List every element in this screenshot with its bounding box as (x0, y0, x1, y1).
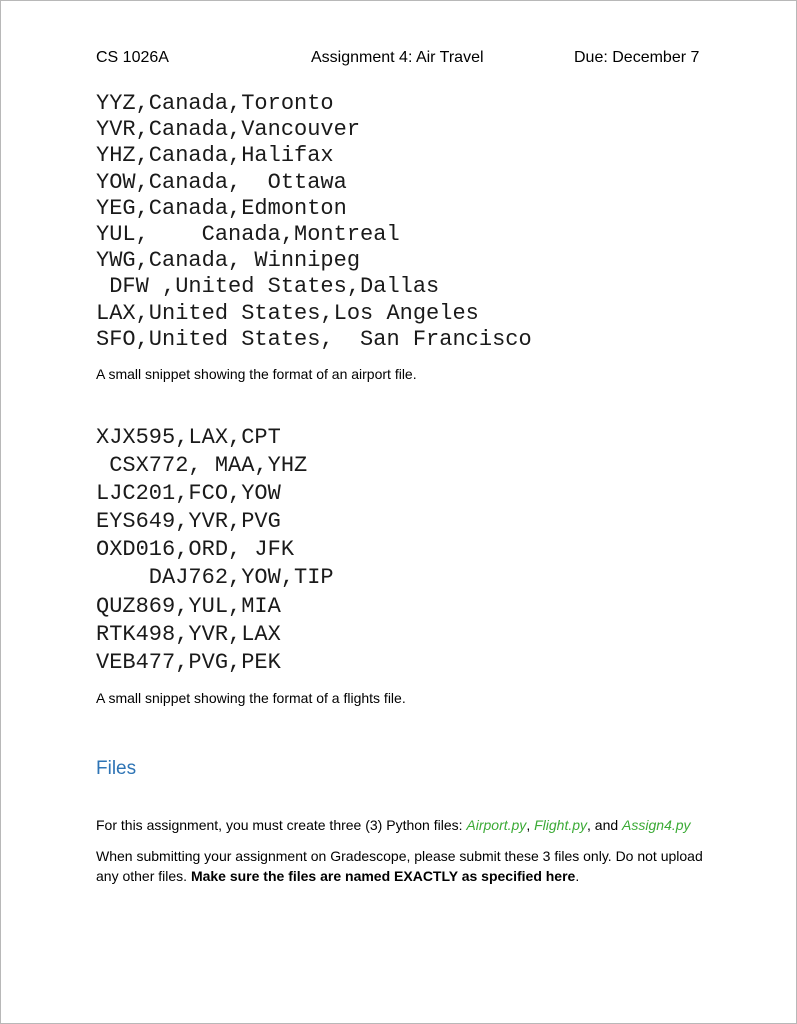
flight-line: LJC201,FCO,YOW (96, 481, 281, 507)
airports-code-snippet (96, 91, 532, 353)
airport-line: YYZ,Canada,Toronto (96, 91, 334, 116)
para2-text: When submitting your assignment on Gradescope, please submit these 3 files only. Do not upload any other files. (96, 848, 703, 884)
submission-instruction-paragraph (96, 846, 716, 886)
flight-line: RTK498,YVR,LAX (96, 621, 281, 647)
flight-line: XJX595,LAX,CPT (96, 425, 281, 450)
flight-line: QUZ869,YUL,MIA (96, 593, 281, 619)
airport-line: YUL, Canada,Montreal (96, 222, 400, 248)
airport-line: DFW ,United States,Dallas (96, 274, 440, 300)
airport-line: YEG,Canada,Edmonton (96, 195, 347, 221)
filename-airport: Airport.py (466, 817, 527, 833)
para1-separator: , and (587, 817, 623, 833)
airport-line: YVR,Canada,Vancouver (96, 117, 361, 143)
flight-line: VEB477,PVG,PEK (96, 649, 281, 675)
para2-bold-text: Make sure the files are named EXACTLY as specified here (190, 868, 576, 884)
flight-line: EYS649,YVR,PVG (96, 509, 281, 535)
flight-line: OXD016,ORD, JFK (96, 537, 295, 563)
airport-line: YOW,Canada, Ottawa (96, 169, 347, 195)
para1-separator: , (526, 817, 535, 833)
flights-code-snippet (96, 424, 334, 677)
header-assignment-title: Assignment 4: Air Travel (311, 49, 484, 66)
flight-line: DAJ762,YOW,TIP (96, 565, 334, 591)
filename-flight: Flight.py (534, 817, 588, 833)
para2-end: . (575, 868, 580, 884)
files-section-heading: Files (96, 758, 137, 779)
airport-line: YHZ,Canada,Halifax (96, 143, 334, 169)
header-course: CS 1026A (96, 49, 169, 66)
airports-caption: A small snippet showing the format of an airport file. (96, 366, 417, 382)
para1-text: For this assignment, you must create three (3) Python files: (96, 817, 467, 833)
airport-line: LAX,United States,Los Angeles (96, 300, 479, 326)
header-due-date: Due: December 7 (574, 49, 700, 66)
flights-caption: A small snippet showing the format of a flights file. (96, 690, 406, 706)
airport-line: YWG,Canada, Winnipeg (96, 248, 361, 274)
airport-line: SFO,United States, San Francisco (96, 326, 532, 352)
filename-assign4: Assign4.py (622, 817, 691, 833)
flight-line: CSX772, MAA,YHZ (96, 453, 308, 479)
files-instruction-paragraph (96, 815, 716, 835)
